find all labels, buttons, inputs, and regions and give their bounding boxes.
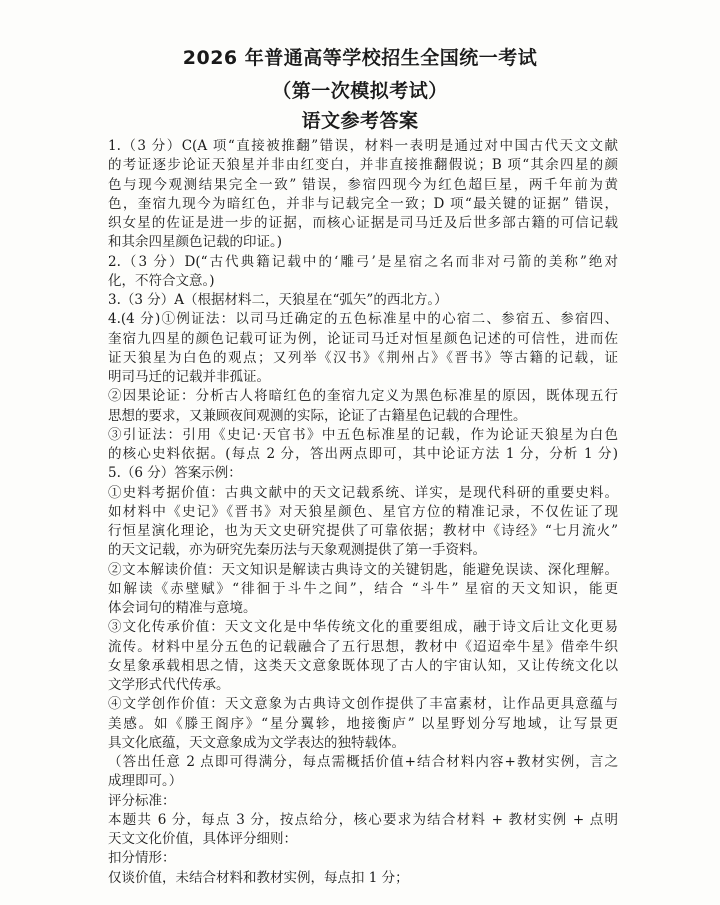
answer-line: ③引证法：引用《史记·天官书》中五色标准星的记载，作为论证天狼星为白色 bbox=[108, 426, 618, 443]
answer-key-heading: 语文参考答案 bbox=[301, 110, 419, 132]
answer-line: 1.（3 分）C(A 项“直接被推翻”错误，材料一表明是通过对中国古代天文文献 bbox=[108, 138, 618, 154]
answer-line: ①史料考据价值：古典文献中的天文记载系统、详实，是现代科研的重要史料。 bbox=[108, 484, 618, 501]
answer-line: 织女星的佐证是进一步的证据，而核心证据是司马迁及后世多部古籍的可信记载 bbox=[108, 215, 618, 231]
answer-line: 的核心史料依据。(每点 2 分，答出两点即可，其中论证方法 1 分，分析 1 分) bbox=[108, 446, 618, 462]
answer-line: 流传。材料中星分五色的记载融合了五行思想，教材中《迢迢牵牛星》借牵牛织 bbox=[108, 638, 618, 655]
answer-line: 成理即可。） bbox=[108, 773, 183, 790]
answer-line: 和其余四星颜色记载的印证。) bbox=[108, 234, 283, 251]
answer-line: 2.（3 分）D(“古代典籍记载中的‘雕弓’是星宿之名而非对弓箭的美称”绝对 bbox=[108, 253, 618, 270]
answer-line: 证天狼星为白色的观点；又列举《汉书》《荆州占》《晋书》等古籍的记载，证 bbox=[108, 349, 618, 366]
answer-line: 明司马迁的记载并非孤证。 bbox=[108, 369, 270, 385]
answer-line: 行恒星演化理论，也为天文史研究提供了可靠依据；教材中《诗经》“七月流火” bbox=[108, 523, 618, 539]
answer-line: 体会词句的精准与意境。 bbox=[108, 600, 257, 616]
answer-line: ③文化传承价值：天文文化是中华传统文化的重要组成，融于诗文后让文化更易 bbox=[108, 619, 618, 636]
answer-line: 3.（3 分）A（根据材料二，天狼星在“弧矢”的西北方。） bbox=[108, 292, 448, 308]
answer-line: 女星象承载相思之情，这类天文意象既体现了古人的宇宙认知，又让传统文化以 bbox=[108, 657, 618, 674]
answer-line: 的天文记载，亦为研究先秦历法与天象观测提供了第一手资料。 bbox=[108, 542, 486, 559]
answer-line: ④文学创作价值：天文意象为古典诗文创作提供了丰富素材，让作品更具意蕴与 bbox=[108, 696, 618, 713]
answer-line: 思想的要求，又兼顾夜间观测的实际，论证了古籍星色记载的合理性。 bbox=[108, 407, 527, 424]
answer-line: 的考证逐步论证天狼星并非由红变白，并非直接推翻假说；B 项“其余四星的颜 bbox=[108, 157, 618, 174]
answer-line: 本题共 6 分，每点 3 分，按点给分，核心要求为结合材料 + 教材实例 + 点明 bbox=[108, 811, 618, 828]
exam-title: 2026 年普通高等学校招生全国统一考试 bbox=[182, 47, 538, 69]
answer-line: 色，奎宿九现今为暗红色，并非与记载完全一致；D 项“最关键的证据” 错误， bbox=[108, 195, 618, 212]
answer-body bbox=[108, 137, 618, 888]
answer-line: 仅谈价值，未结合材料和教材实例，每点扣 1 分； bbox=[108, 869, 409, 886]
answer-line: 美感。如《滕王阁序》“星分翼轸，地接衡庐” 以星野划分写地域，让写景更 bbox=[108, 715, 618, 732]
answer-line: 奎宿九四星的颜色记载可证为例，论证司马迁对恒星颜色记述的可信性，进而佐 bbox=[108, 330, 618, 347]
answer-line: ②文本解读价值：天文知识是解读古典诗文的关键钥匙，能避免误读、深化理解。 bbox=[108, 561, 618, 578]
answer-line: （答出任意 2 点即可得满分，每点需概括价值+结合材料内容+教材实例，言之 bbox=[108, 754, 618, 770]
answer-line: ②因果论证：分析古人将暗红色的奎宿九定义为黑色标准星的原因，既体现五行 bbox=[108, 388, 618, 405]
answer-line: 5.（6 分）答案示例： bbox=[108, 465, 242, 482]
answer-line: 具文化底蕴，天文意象成为文学表达的独特载体。 bbox=[108, 734, 405, 751]
answer-line: 化，不符合文意。) bbox=[108, 272, 215, 289]
exam-subtitle: （第一次模拟考试） bbox=[272, 80, 448, 102]
answer-line: 扣分情形： bbox=[108, 850, 176, 867]
answer-line: 评分标准： bbox=[108, 792, 176, 809]
answer-line: 4.(4 分)①例证法：以司马迁确定的五色标准星中的心宿二、参宿五、参宿四、 bbox=[108, 311, 618, 328]
answer-line: 如解读《赤壁赋》“徘徊于斗牛之间”，结合 “斗牛” 星宿的天文知识，能更 bbox=[108, 580, 618, 597]
answer-line: 如材料中《史记》《晋书》对天狼星颜色、星官方位的精准记录，不仅佐证了现 bbox=[108, 503, 618, 520]
answer-line: 文学形式代代传承。 bbox=[108, 677, 230, 693]
answer-line: 色与现今观测结果完全一致” 错误，参宿四现今为红色超巨星，两千年前为黄 bbox=[108, 176, 618, 193]
answer-line: 天文文化价值，具体评分细则： bbox=[108, 831, 297, 847]
